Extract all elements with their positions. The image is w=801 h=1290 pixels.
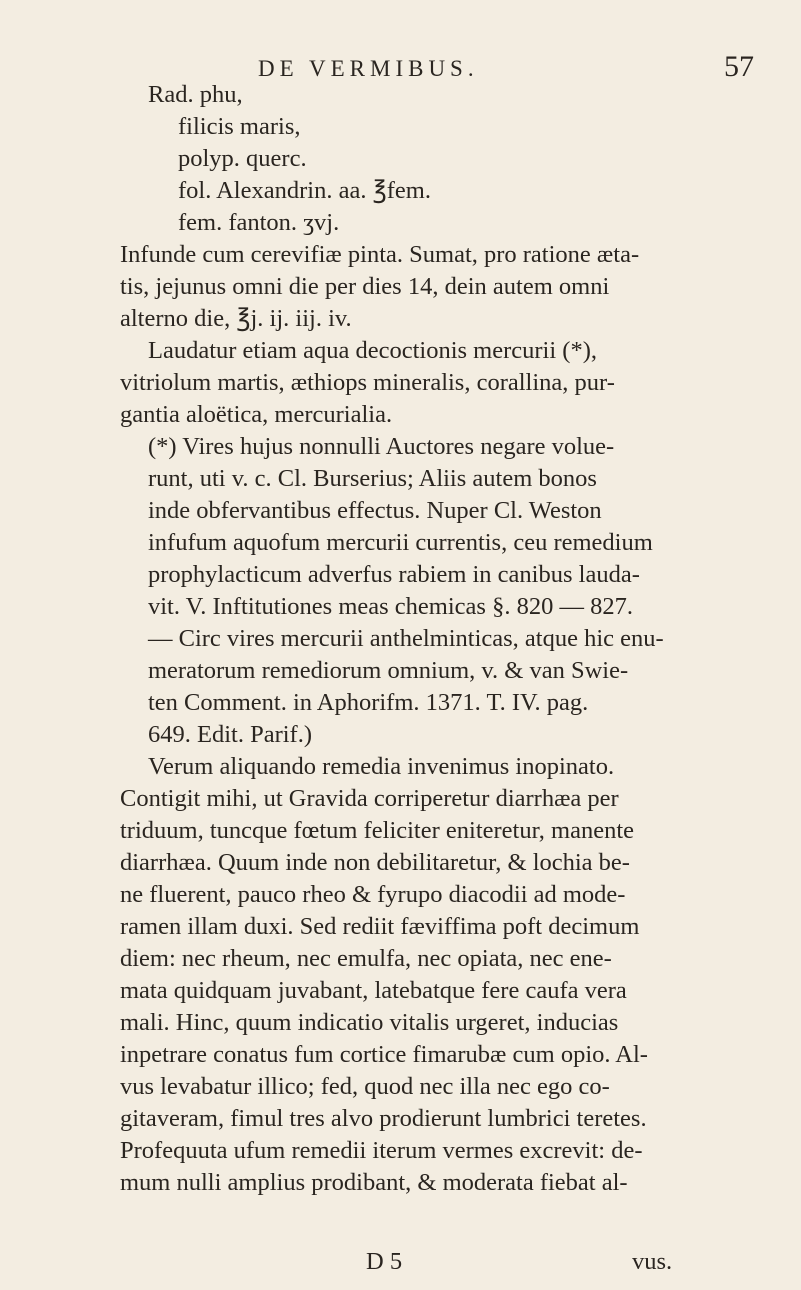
text-line: Profequuta ufum remedii iterum vermes excrevit: de- [120,1137,643,1164]
text-line: filicis maris, [178,113,301,140]
text-line: fem. fanton. ʒvj. [178,209,340,236]
text-line: fol. Alexandrin. aa. ℥fem. [178,177,431,204]
text-line: mali. Hinc, quum indicatio vitalis urgeret, inducias [120,1009,619,1036]
text-line: tis, jejunus omni die per dies 14, dein autem omni [120,273,610,300]
text-line: Laudatur etiam aqua decoctionis mercurii (*), [148,337,597,364]
text-line: ten Comment. in Aphorifm. 1371. T. IV. pag. [148,689,589,716]
text-line: diarrhæa. Quum inde non debilitaretur, & lochia be- [120,849,630,876]
text-line: gitaveram, fimul tres alvo prodierunt lumbrici teretes. [120,1105,647,1132]
text-line: ramen illam duxi. Sed rediit fæviffima poft decimum [120,913,640,940]
text-line: — Circ vires mercurii anthelminticas, atque hic enu- [148,625,664,652]
text-line: vitriolum martis, æthiops mineralis, corallina, pur- [120,369,615,396]
text-line: Contigit mihi, ut Gravida corriperetur diarrhæa per [120,785,619,812]
text-line: 649. Edit. Parif.) [148,721,312,748]
text-line: runt, uti v. c. Cl. Burserius; Aliis autem bonos [148,465,597,492]
text-line: polyp. querc. [178,145,307,172]
text-line: Rad. phu, [148,81,243,108]
text-line: diem: nec rheum, nec emulfa, nec opiata, nec ene- [120,945,612,972]
text-line: vus levabatur illico; fed, quod nec illa nec ego co- [120,1073,610,1100]
running-title: DE VERMIBUS. [258,56,479,81]
text-line: mata quidquam juvabant, latebatque fere caufa vera [120,977,627,1004]
text-line: vit. V. Inftitutiones meas chemicas §. 820 — 827. [148,593,633,620]
text-line: prophylacticum adverfus rabiem in canibus lauda- [148,561,640,588]
text-line: Verum aliquando remedia invenimus inopinato. [148,753,615,780]
text-line: Infunde cum cerevifiæ pinta. Sumat, pro ratione æta- [120,241,640,268]
running-head [0,50,801,90]
text-line: alterno die, ℥j. ij. iij. iv. [120,305,352,332]
text-line: infufum aquofum mercurii currentis, ceu remedium [148,529,653,556]
text-line: triduum, tuncque fœtum feliciter eniteretur, manente [120,817,635,844]
text-line: inpetrare conatus fum cortice fimarubæ cum opio. Al- [120,1041,648,1068]
catchword: vus. [632,1248,673,1275]
text-line: inde obfervantibus effectus. Nuper Cl. Weston [148,497,602,524]
text-line: gantia aloëtica, mercurialia. [120,401,393,428]
page-number: 57 [724,50,754,83]
text-line: (*) Vires hujus nonnulli Auctores negare volue- [148,433,615,460]
text-line: mum nulli amplius prodibant, & moderata fiebat al- [120,1169,628,1196]
signature-mark: D 5 [366,1248,403,1275]
text-line: ne fluerent, pauco rheo & fyrupo diacodii ad mode- [120,881,626,908]
text-line: meratorum remediorum omnium, v. & van Swie- [148,657,629,684]
